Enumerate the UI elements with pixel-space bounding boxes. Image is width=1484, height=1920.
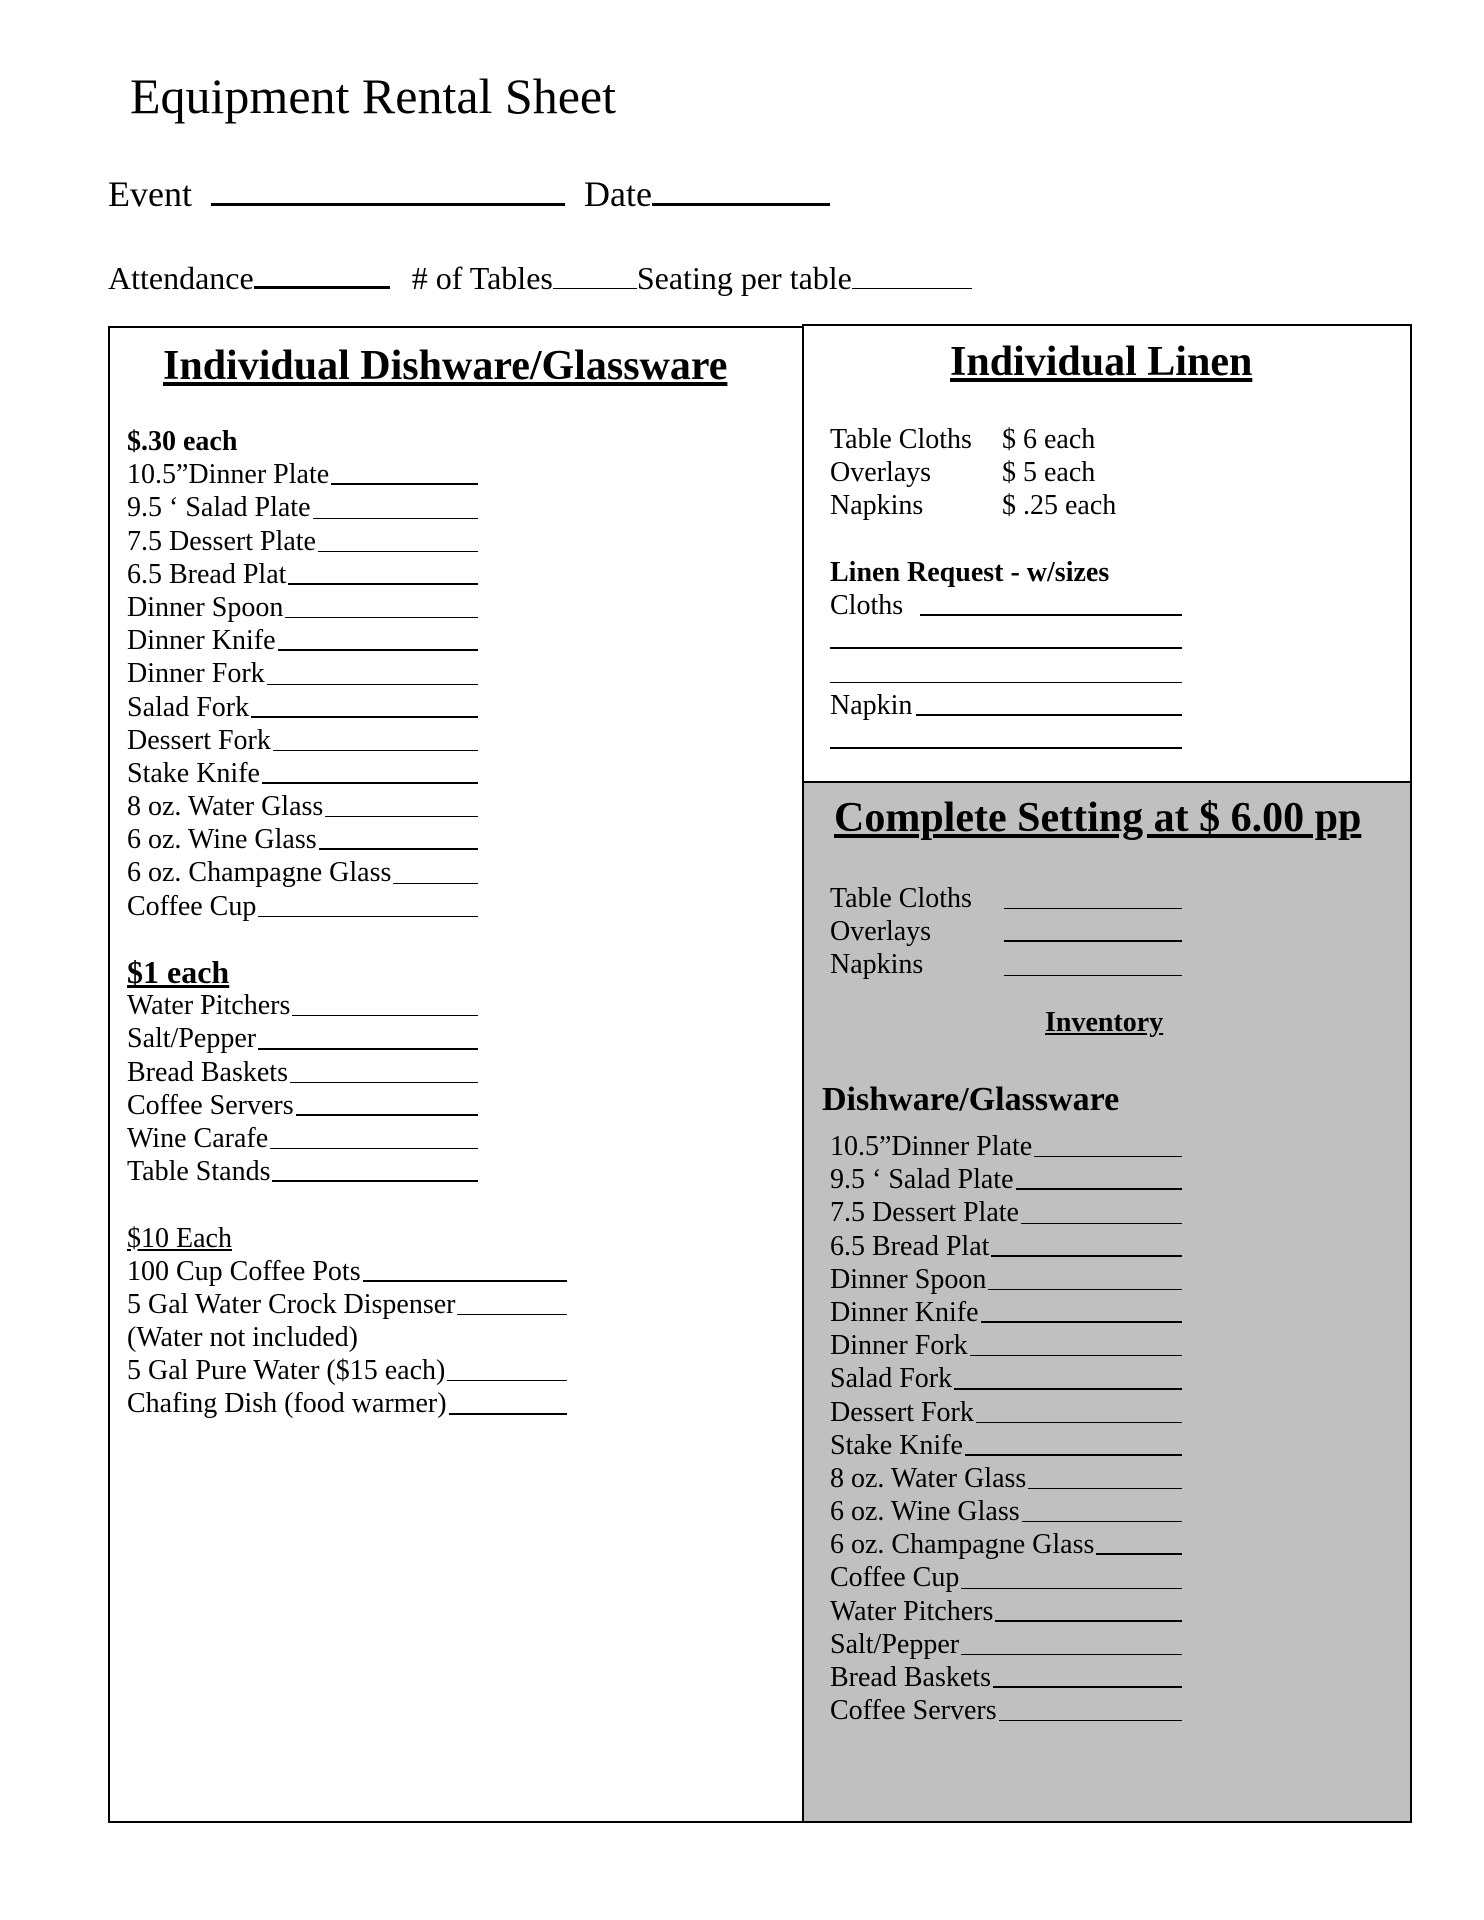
group1-items [127,458,727,923]
setting-field[interactable] [1004,940,1182,942]
item-label: 6.5 Bread Plat [127,558,287,590]
dishware-heading: Individual Dishware/Glassware [163,343,728,389]
inventory-item [830,1163,1390,1196]
inventory-item [830,1462,1390,1495]
fill-in-field[interactable] [273,750,478,751]
napkin-label: Napkin [830,689,913,721]
item-label: 6 oz. Wine Glass [127,824,317,856]
setting-field[interactable] [1004,975,1182,976]
event-label: Event [108,174,192,214]
item-label: Dessert Fork [830,1396,974,1428]
item-label: Coffee Cup [830,1562,960,1594]
fill-in-field[interactable] [954,1388,1182,1390]
setting-field[interactable] [1004,908,1182,909]
item-label: (Water not included) [127,1322,358,1354]
dishware-item [127,525,727,558]
dishware-item [127,1321,727,1354]
item-label: 6 oz. Champagne Glass [127,857,392,889]
inventory-item [830,1396,1390,1429]
group3-items [127,1255,727,1421]
dishware-item [127,856,727,889]
fill-in-field[interactable] [1016,1188,1182,1190]
item-label: 5 Gal Water Crock Dispenser [127,1288,456,1320]
item-label: Wine Carafe [127,1122,269,1154]
dishware-item [127,989,727,1022]
napkin-field[interactable] [916,714,1182,716]
attendance-field[interactable] [254,285,390,289]
fill-in-field[interactable] [278,649,478,651]
inventory-list [830,1130,1390,1727]
event-date-line [108,174,830,214]
setting-item [830,915,1390,948]
dishware-item [127,1056,727,1089]
fill-in-field[interactable] [447,1380,567,1381]
fill-in-field[interactable] [393,883,478,884]
inventory-item [830,1661,1390,1694]
item-label: Bread Baskets [127,1056,288,1088]
fill-in-field[interactable] [262,782,478,784]
fill-in-field[interactable] [965,1454,1182,1456]
item-label: Dinner Fork [127,658,265,690]
napkin-field-2[interactable] [830,747,1182,749]
fill-in-field[interactable] [296,1114,478,1116]
seating-field[interactable] [852,287,972,289]
linen-price-row [830,489,1390,522]
cloths-field-3[interactable] [830,682,1182,683]
item-label: Overlays [830,916,932,948]
item-label: 5 Gal Pure Water ($15 each) [127,1355,446,1387]
dishware-item [127,1354,727,1387]
inventory-title: Inventory [1045,1007,1164,1038]
item-label: Salad Fork [830,1363,953,1395]
dishware-item [127,691,727,724]
fill-in-field[interactable] [457,1314,567,1315]
item-label: 10.5”Dinner Plate [830,1131,1033,1162]
fill-in-field[interactable] [999,1720,1182,1721]
linen-price-row [830,456,1390,489]
dishware-item [127,458,727,491]
linen-request-title: Linen Request - w/sizes [830,556,1110,588]
dishware-item [127,491,727,524]
group1-title: $.30 each [127,426,238,457]
fill-in-field[interactable] [449,1413,567,1415]
fill-in-field[interactable] [1022,1521,1182,1522]
linen-price-label: Overlays [830,457,932,489]
fill-in-field[interactable] [1096,1553,1182,1555]
item-label: Coffee Servers [830,1695,997,1727]
inventory-item [830,1561,1390,1594]
inventory-item [830,1429,1390,1462]
page-title: Equipment Rental Sheet [130,68,617,124]
dg-title: Dishware/Glassware [822,1081,1120,1118]
fill-in-field[interactable] [1028,1488,1182,1489]
inventory-item [830,1296,1390,1329]
item-label: 10.5”Dinner Plate [127,459,330,491]
tables-label: # of Tables [411,260,553,296]
dishware-item [127,757,727,790]
item-label: Dinner Spoon [830,1263,987,1295]
fill-in-field[interactable] [1034,1156,1182,1157]
dishware-item [127,1387,727,1420]
item-label: Dinner Fork [830,1330,968,1362]
cloths-field[interactable] [920,614,1182,616]
item-label: Table Stands [127,1156,271,1188]
fill-in-field[interactable] [267,684,478,685]
fill-in-field[interactable] [1021,1223,1182,1224]
attendance-label: Attendance [108,260,254,296]
fill-in-field[interactable] [285,617,478,618]
linen-price-value: $ 6 each [1002,424,1096,455]
item-label: 9.5 ‘ Salad Plate [127,492,311,524]
dishware-item [127,1155,727,1188]
fill-in-field[interactable] [976,1422,1182,1423]
item-label: Coffee Servers [127,1089,294,1121]
event-field[interactable] [211,202,565,206]
inventory-item [830,1528,1390,1561]
item-label: Stake Knife [830,1429,963,1461]
fill-in-field[interactable] [961,1588,1182,1589]
fill-in-field[interactable] [363,1280,567,1282]
dishware-item [127,591,727,624]
item-label: 7.5 Dessert Plate [830,1197,1019,1229]
fill-in-field[interactable] [270,1148,478,1149]
dishware-item [127,823,727,856]
fill-in-field[interactable] [961,1654,1182,1655]
setting-item [830,948,1390,981]
fill-in-field[interactable] [991,1255,1182,1257]
inventory-item [830,1595,1390,1628]
fill-in-field[interactable] [292,1015,478,1016]
dishware-item [127,1288,727,1321]
linen-heading: Individual Linen [950,339,1253,385]
item-label: Dessert Fork [127,724,271,756]
group2-title: $1 each [127,954,230,990]
item-label: 100 Cup Coffee Pots [127,1255,361,1287]
linen-price-value: $ 5 each [1002,457,1096,489]
item-label: 6 oz. Wine Glass [830,1496,1020,1528]
setting-items [830,882,1390,982]
item-label: Salt/Pepper [127,1023,257,1055]
fill-in-field[interactable] [313,518,478,519]
setting-heading: Complete Setting at $ 6.00 pp [834,795,1362,841]
fill-in-field[interactable] [981,1321,1182,1323]
fill-in-field[interactable] [970,1355,1182,1356]
fill-in-field[interactable] [988,1289,1182,1290]
inventory-item [830,1230,1390,1263]
item-label: Napkins [830,949,924,981]
dishware-item [127,890,727,923]
fill-in-field[interactable] [993,1686,1182,1688]
dishware-item [127,624,727,657]
fill-in-field[interactable] [331,483,478,485]
fill-in-field[interactable] [319,848,478,850]
fill-in-field[interactable] [290,1082,478,1083]
item-label: 7.5 Dessert Plate [127,525,316,557]
dishware-item [127,657,727,690]
inventory-item [830,1196,1390,1229]
date-field[interactable] [652,202,830,206]
cloths-field-2[interactable] [830,647,1182,649]
inventory-item [830,1495,1390,1528]
setting-item [830,882,1390,915]
item-label: Dinner Knife [830,1296,979,1328]
inventory-item [830,1628,1390,1661]
linen-price-label: Napkins [830,490,924,522]
item-label: Water Pitchers [830,1595,994,1627]
item-label: 8 oz. Water Glass [127,791,324,823]
linen-price-value: $ .25 each [1002,490,1117,522]
item-label: 8 oz. Water Glass [830,1462,1027,1494]
item-label: Bread Baskets [830,1662,991,1693]
seating-label: Seating per table [636,260,852,296]
item-label: Chafing Dish (food warmer) [127,1388,447,1420]
dishware-item [127,1022,727,1055]
fill-in-field[interactable] [258,916,478,917]
fill-in-field[interactable] [318,551,478,552]
dishware-list [127,425,727,1421]
group2-items [127,989,727,1188]
attendance-line [108,258,972,298]
item-label: Coffee Cup [127,890,257,922]
inventory-item [830,1694,1390,1727]
linen-price-row [830,423,1390,456]
tables-field[interactable] [553,287,637,289]
fill-in-field[interactable] [251,716,478,718]
item-label: Salt/Pepper [830,1628,960,1660]
item-label: Dinner Spoon [127,591,284,623]
item-label: 6.5 Bread Plat [830,1230,990,1262]
linen-price-label: Table Cloths [830,424,972,455]
dishware-item [127,790,727,823]
linen-prices [830,423,1390,755]
cloths-label: Cloths [830,589,904,621]
dishware-item [127,1089,727,1122]
inventory-item [830,1263,1390,1296]
item-label: Water Pitchers [127,990,291,1022]
item-label: Dinner Knife [127,625,276,657]
item-label: 6 oz. Champagne Glass [830,1529,1095,1561]
dishware-item [127,558,727,591]
fill-in-field[interactable] [288,583,478,585]
dishware-item [127,1255,727,1288]
fill-in-field[interactable] [258,1048,478,1050]
item-label: Stake Knife [127,757,260,789]
inventory-item [830,1329,1390,1362]
item-label: Table Cloths [830,883,972,914]
fill-in-field[interactable] [272,1180,478,1182]
item-label: Salad Fork [127,691,250,723]
item-label: 9.5 ‘ Salad Plate [830,1164,1014,1196]
group3-title: $10 Each [127,1222,232,1254]
inventory-item [830,1130,1390,1163]
date-label: Date [583,174,652,214]
dishware-item [127,724,727,757]
fill-in-field[interactable] [995,1620,1182,1622]
fill-in-field[interactable] [325,816,478,817]
dishware-item [127,1122,727,1155]
inventory-item [830,1362,1390,1395]
